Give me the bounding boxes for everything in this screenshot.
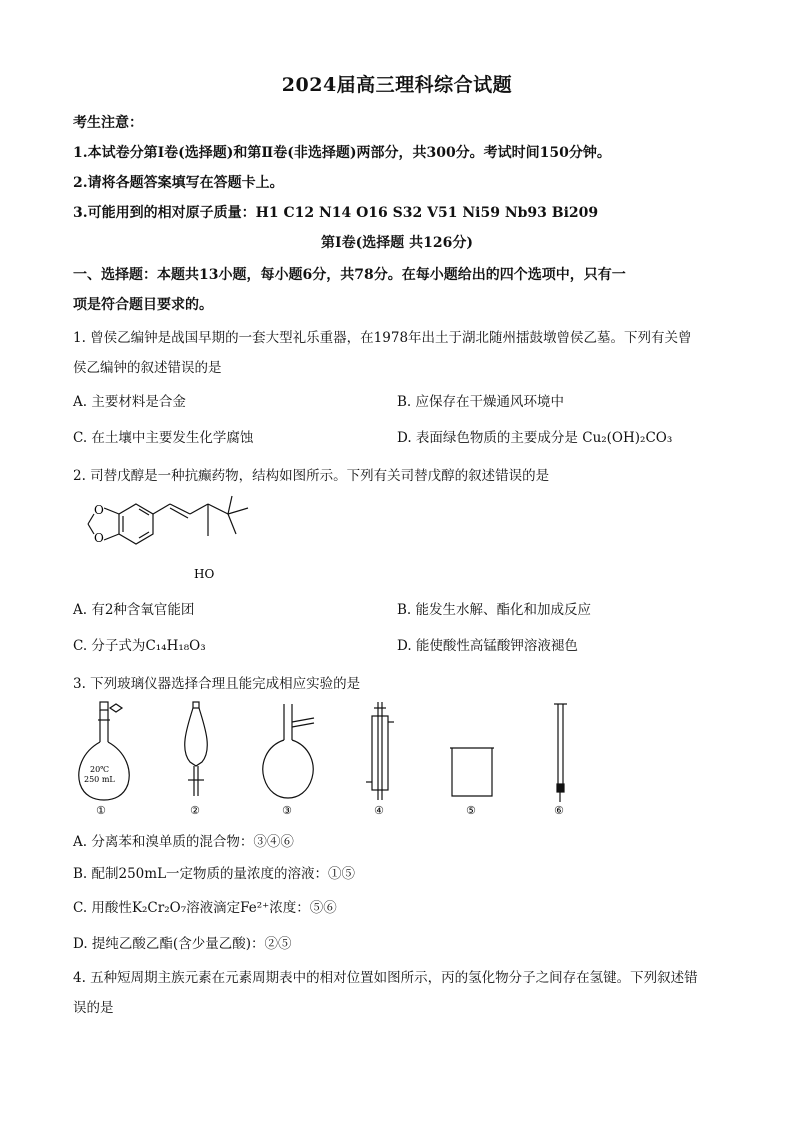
instructions-line-2: 项是符合题目要求的。 [73,297,213,313]
q1-option-c: C. 在土壤中主要发生化学腐蚀 [73,430,254,446]
beaker-icon [450,748,494,796]
label-6: ⑥ [554,804,564,817]
label-1: ① [96,804,106,817]
section-title: 第Ⅰ卷(选择题 共126分) [321,235,473,251]
q3-option-c-suffix: 浓度：⑤⑥ [269,900,337,916]
q1-option-d [397,426,672,446]
volumetric-flask-icon [79,702,129,800]
q3-option-d: D. 提纯乙酸乙酯(含少量乙酸)：②⑤ [73,936,292,952]
glassware-figure [70,700,600,818]
q2-option-c [73,634,206,654]
q3-option-a: A. 分离苯和溴单质的混合物：③④⑥ [73,834,294,850]
q2-option-d: D. 能使酸性高锰酸钾溶液褪色 [397,638,578,654]
q3-option-c-formula: K₂Cr₂O₇ [131,900,187,916]
q3-option-c-prefix: C. 用酸性 [73,900,132,916]
q1-option-d-text: D. 表面绿色物质的主要成分是 [397,430,578,446]
q3-option-c-ion: Fe²⁺ [240,900,270,916]
ho-label: HO [194,567,215,581]
flask-label-volume: 250 mL [84,775,115,784]
notice-heading: 考生注意： [73,115,143,131]
notice-item-2: 2.请将各题答案填写在答题卡上。 [73,175,284,191]
condenser-icon [366,702,394,800]
separatory-funnel-icon [185,702,208,796]
notice-item-1: 1.本试卷分第Ⅰ卷(选择题)和第Ⅱ卷(非选择题)两部分，共300分。考试时间150分钟。 [73,145,611,161]
q3-option-c [73,896,337,916]
q2-option-b: B. 能发生水解、酯化和加成反应 [397,602,592,618]
q1-option-a: A. 主要材料是合金 [73,394,186,410]
label-3: ③ [282,804,292,817]
instructions-line-1: 一、选择题：本题共13小题，每小题6分，共78分。在每小题给出的四个选项中，只有一 [73,267,626,283]
flask-label-temp: 20℃ [90,765,110,774]
o-atom-upper: O [94,503,104,517]
q1-option-b: B. 应保存在干燥通风环境中 [397,394,565,410]
distilling-flask-icon [263,704,314,798]
q4-stem-line-2: 误的是 [73,1000,114,1016]
q1-option-d-formula: Cu₂(OH)₂CO₃ [582,430,673,446]
q2-option-c-text: C. 分子式为 [73,638,146,654]
stiripentol-structure [66,492,266,584]
page-title: 2024届高三理科综合试题 [281,74,513,96]
q4-stem-line-1: 4. 五种短周期主族元素在元素周期表中的相对位置如图所示，丙的氢化物分子之间存在氢键。下列叙述错 [73,970,698,986]
o-atom-lower: O [94,531,104,545]
label-2: ② [190,804,200,817]
notice-item-3: 3.可能用到的相对原子质量：H1 C12 N14 O16 S32 V51 Ni59 Nb93 Bi209 [73,205,599,221]
q3-stem: 3. 下列玻璃仪器选择合理且能完成相应实验的是 [73,676,361,692]
label-4: ④ [374,804,384,817]
q2-stem: 2. 司替戊醇是一种抗癫药物，结构如图所示。下列有关司替戊醇的叙述错误的是 [73,468,550,484]
q1-stem-line-1: 1. 曾侯乙编钟是战国早期的一套大型礼乐重器，在1978年出土于湖北随州擂鼓墩曾侯乙墓。下列有关曾 [73,330,692,346]
q3-option-b: B. 配制250mL一定物质的量浓度的溶液：①⑤ [73,866,356,882]
burette-icon [554,704,567,802]
q3-option-c-mid: 溶液滴定 [186,900,241,916]
q1-stem-line-2: 侯乙编钟的叙述错误的是 [73,360,222,376]
q2-option-c-formula: C₁₄H₁₈O₃ [145,638,206,654]
label-5: ⑤ [466,804,476,817]
q2-option-a: A. 有2种含氧官能团 [73,602,195,618]
